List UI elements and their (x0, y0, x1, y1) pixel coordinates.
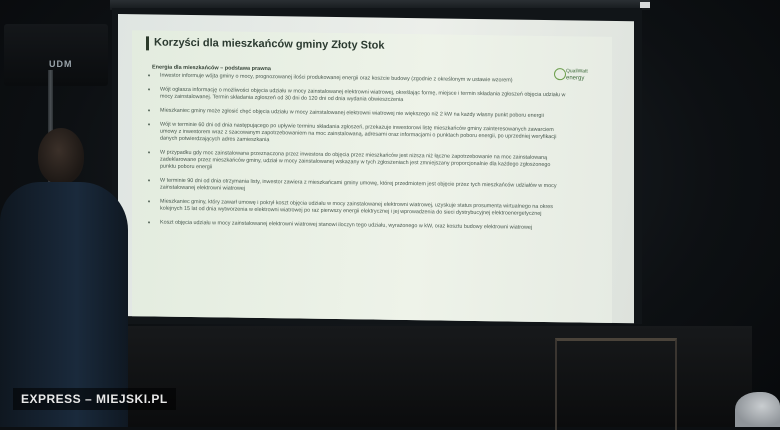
list-item (146, 72, 566, 85)
list-item-text: Koszt objęcia udziału w mocy zainstalowanej elektrowni wiatrowej stanowi iloczyn tego udziału, wyrażonego w kW, oraz kosztu budowy elektrowni wiatrowej (160, 219, 533, 231)
bullet-icon (148, 221, 150, 223)
speaker-logo: UDM (49, 59, 73, 69)
projection-screen (118, 14, 634, 323)
list-item-text: W przypadku gdy moc zainstalowana przeznaczona przez inwestora do objęcia przez mieszkańców jest niższa niż łączne zapotrzebowanie na moc zainstalowaną zadeklarowane przez mieszkańców gminy, udział w mocy zainstalowanej wskazany w tych zgłoszeniach jest zmniejszany proporcjonalnie dla każdego zgłoszonego punktu poboru energii (160, 149, 551, 171)
list-item (146, 149, 566, 176)
table-frame (555, 338, 677, 430)
list-item-text: Inwestor informuje wójta gminy o mocy, prognozowanej ilości produkowanej energii oraz koszcie budowy (zgodnie z określonym w ustawie wzorem) (160, 72, 513, 84)
list-item-text: Wójt ogłasza informację o możliwości objęcia udziału w mocy zainstalowanej elektrowni wiatrowej, określając formę, miejsce i termin składania zgłoszeń objęcia udziału w mocy zainstalowanej. Termin składania zgłoszeń od 30 dni do 120 dni od dnia wydania obwieszczenia (160, 86, 566, 103)
chair (735, 392, 780, 427)
list-item (146, 219, 566, 232)
slide-subtitle: Energia dla mieszkańców – podstawa prawna (152, 64, 271, 73)
list-item (146, 121, 566, 148)
bullet-icon (148, 88, 150, 90)
list-item-text: Mieszkaniec gminy, który zawarł umowę i pokrył koszt objęcia udziału w mocy zainstalowanej elektrowni wiatrowej, uzyskuje status prosumenta wirtualnego na okres kolejnych 15 lat od dnia wytworzenia w elektrowni wiatrowej po raz pierwszy energii elektrycznej i jej wprowadzenia do sieci dystrybucyjnej elektroenergetycznej (160, 198, 553, 217)
bullet-icon (148, 74, 150, 76)
bullet-icon (148, 179, 150, 181)
bullet-icon (148, 123, 150, 125)
watermark: EXPRESS – MIEJSKI.PL (13, 388, 176, 410)
list-item (146, 86, 566, 106)
loudspeaker (4, 24, 108, 86)
bullet-list (146, 72, 566, 232)
presentation-slide (132, 30, 612, 323)
list-item (146, 107, 566, 120)
list-item (146, 198, 566, 218)
presenter (0, 120, 128, 427)
presenter-head (38, 128, 84, 184)
bullet-icon (148, 200, 150, 202)
logo-text-energy: energy (566, 75, 585, 82)
logo-text-brand: QualiWatt (566, 68, 588, 75)
list-item-text: Mieszkaniec gminy może zgłosić chęć objęcia udziału w mocy zainstalowanej elektrowni wiatrowej nie większego niż 2 kW na każdy własny punkt poboru energii (160, 107, 544, 119)
list-item-text: Wójt w terminie 60 dni od dnia następującego po upływie terminu składania zgłoszeń, przekazuje inwestorowi listę mieszkańców gminy zainteresowanych zawarciem umowy z inwestorem wraz z szacowanym zapotrzebowaniem na moc zainstalowaną, adresami oraz informacjami o punktach poboru energii, po uprzedniej weryfikacji danych potwierdzających adres zamieszkania (160, 121, 557, 144)
list-item-text: W terminie 90 dni od dnia otrzymania listy, inwestor zawiera z mieszkańcami gminy umowę, której przedmiotem jest objęcie przez tych mieszkańców udziałów w mocy zainstalowanej elektrowni wiatrowej (160, 177, 557, 192)
slide-title: Korzyści dla mieszkańców gminy Złoty Stok (154, 36, 385, 52)
bullet-icon (148, 151, 150, 153)
title-accent-bar (146, 36, 149, 50)
list-item (146, 177, 566, 197)
bullet-icon (148, 109, 150, 111)
